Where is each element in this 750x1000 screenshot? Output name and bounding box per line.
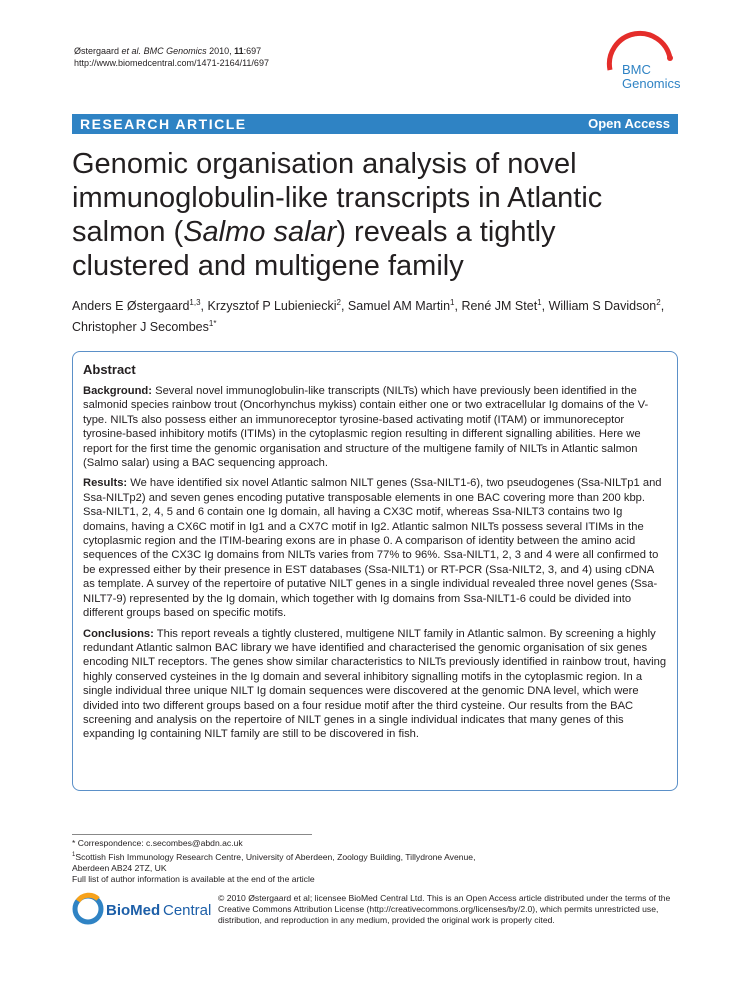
author: Anders E Østergaard$^{1,3}$ [72, 298, 201, 314]
author-info-note: Full list of author information is available at the end of the article [72, 874, 315, 885]
bmc-genomics-logo [600, 40, 680, 96]
author: Christopher J Secombes$^{1*}$ [72, 319, 217, 335]
logo-text-bmc: BMC [622, 62, 651, 77]
footnote-divider [72, 834, 312, 835]
author: Samuel AM Martin$^1$ [347, 298, 455, 314]
research-article-label: RESEARCH ARTICLE [80, 116, 247, 132]
logo-dot [667, 55, 673, 61]
author: René JM Stet$^1$ [461, 298, 542, 314]
footnotes [72, 838, 492, 886]
open-access-label: Open Access [588, 116, 670, 131]
author: William S Davidson$^2$ [548, 298, 661, 314]
correspondence-note: * Correspondence: c.secombes@abdn.ac.uk [72, 838, 243, 848]
abstract-background: Background: Several novel immunoglobulin-like transcripts (NILTs) which have previously been identified in the salmonid species rainbow trout (Oncorhynchus mykiss) contain either one or two extracellular Ig domains of the V-type. NILTs also possess either an immunoreceptor tyrosine-based activating motif (ITAM) or immunoreceptor tyrosine-based inhibitory motifs (ITIMs) in the cytoplasmic region resulting in different signalling abilities. Here we report for the first time the genomic organisation and structure of the multigene family of NILTs in Atlantic salmon (Salmo salar) using a BAC sequencing approach. [83, 385, 649, 470]
affiliation-note: $^1$Scottish Fish Immunology Research Centre, University of Aberdeen, Zoology Building, Tillydrone Avenue, Aberdeen AB24 2TZ, UK [72, 851, 476, 873]
article-type-banner [72, 114, 678, 134]
author-list: Anders E Østergaard$^{1,3}$, Krzysztof P Lubieniecki$^2$, Samuel AM Martin$^1$, René JM Stet$^1$, William S Davidson$^2$, Christopher J Secombes$^{1*}$ [72, 298, 665, 335]
logo-text-biomed: BioMed [106, 902, 161, 919]
article-url[interactable]: http://www.biomedcentral.com/1471-2164/11/697 [74, 58, 269, 68]
abstract-results: Results: We have identified six novel Atlantic salmon NILT genes (Ssa-NILT1-6), two pseudogenes (Ssa-NILTp1 and Ssa-NILTp2) and seven genes encoding putative transposable elements in one BAC covering more than 200 kbp. Ssa-NILT1, 2, 4, 5 and 6 contain one Ig domain, all having a CX3C motif, whereas Ssa-NILT3 contains two Ig domains, having a CX6C motif in Ig1 and a CX7C motif in Ig2. Atlantic salmon NILTs possess several ITIMs in the cytoplasmic region and the ITIM-bearing exons are in phase 0. A comparison of identity between the amino acid sequences of the CX3C Ig domains from NILTs varies from 77% to 96%. Ssa-NILT1, 2, 3 and 4 were all confirmed to be expressed either by their presence in EST databases (Ssa-NILT1) or RT-PCR (Ssa-NILT2, 3, and 4) using cDNA as template. A survey of the repertoire of putative NILT genes in a single individual revealed three novel genes (Ssa-NILT7-9) represented by the Ig domain, which together with Ig domains from Ssa-NILT1-6 could be divided into different groups based on specific motifs. [83, 477, 662, 620]
abstract-heading: Abstract [83, 362, 136, 377]
article-title: Genomic organisation analysis of novel immunoglobulin-like transcripts in Atlantic salmon (Salmo salar) reveals a tightly clustered and multigene family [72, 148, 603, 282]
author: Krzysztof P Lubieniecki$^2$ [207, 298, 341, 314]
abstract-conclusions: Conclusions: This report reveals a tightly clustered, multigene NILT family in Atlantic salmon. By screening a highly redundant Atlantic salmon BAC library we have identified and characterised the genomic organisation of six genes encoding NILT receptors. The genes show similar characteristics to NILTs previously identified in rainbow trout, having highly conserved cysteines in the Ig domain and several inhibitory signalling motifs in the cytoplasmic region. In a single individual three unique NILT Ig domain sequences were discovered at the genomic DNA level, which were divided into two different groups based on a four residue motif after the third cysteine. Our results from the BAC screening and analysis on the repertoire of NILT genes in a single individual indicates that many genes of this expanding Ig containing NILT family are still to be discovered in fish. [83, 627, 667, 741]
abstract-box [72, 351, 678, 791]
header-citation [74, 45, 269, 69]
logo-text-genomics: Genomics [622, 76, 681, 91]
citation-line-1: Østergaard et al. BMC Genomics 2010, 11:697 [74, 46, 262, 56]
logo-text-central: Central [163, 902, 212, 919]
license-text: © 2010 Østergaard et al; licensee BioMed Central Ltd. This is an Open Access article distributed under the terms of the Creative Commons Attribution License (http://creativecommons.org/licenses/by/2.0), which permits unrestricted use, distribution, and reproduction in any medium, provided the original work is properly cited. [218, 893, 671, 925]
biomed-central-logo [72, 889, 212, 929]
